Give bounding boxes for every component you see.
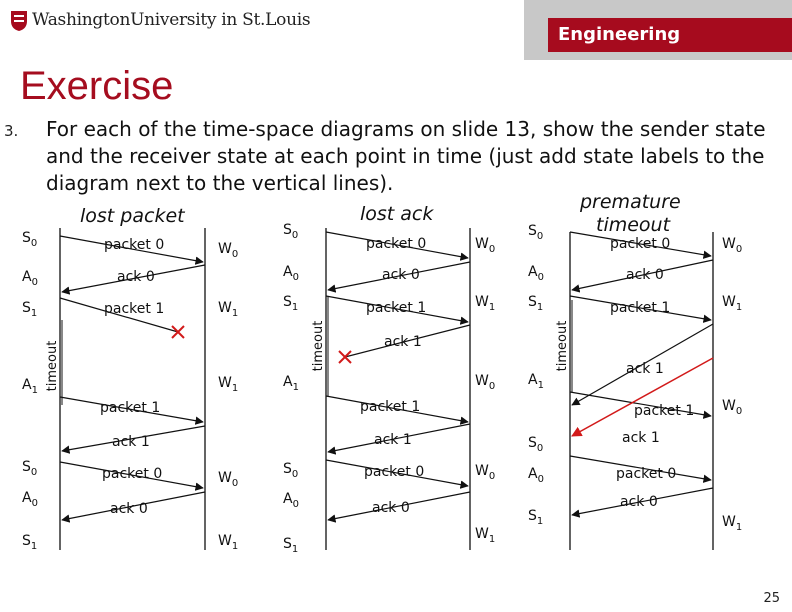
ack1-label: ack 1 — [112, 434, 150, 450]
timeout-label: timeout — [555, 320, 570, 372]
receiver-state-w0: $W_0$ — [475, 463, 496, 482]
sender-state-s1: $S_1$ — [283, 536, 299, 555]
ack0-label: ack 0 — [382, 267, 420, 283]
university-name: WashingtonUniversity in St.Louis — [32, 10, 311, 30]
premature-timeout-diagram — [528, 191, 742, 550]
ack0-label: ack 0 — [117, 269, 155, 285]
timeout-label: timeout — [45, 340, 60, 392]
sender-state-s0: $S_0$ — [528, 223, 544, 242]
ack1-label: ack 1 — [384, 334, 422, 350]
sender-state-s0: $S_0$ — [22, 459, 38, 478]
premature-caption: premature — [580, 191, 681, 213]
ack0-label: ack 0 — [626, 267, 664, 283]
loss-x-icon — [172, 326, 184, 338]
receiver-state-w0: $W_0$ — [218, 470, 239, 489]
duplicate-ack1-label: ack 1 — [622, 430, 660, 446]
sender-state-s0: $S_0$ — [283, 461, 299, 480]
department-banner: Engineering — [548, 18, 792, 52]
loss-x-icon — [339, 351, 351, 363]
receiver-state-w1: $W_1$ — [218, 533, 239, 552]
packet0-second-label: packet 0 — [102, 466, 163, 482]
receiver-state-w1: $W_1$ — [475, 294, 496, 313]
lost-ack-diagram — [283, 203, 495, 555]
sender-state-a1: $A_1$ — [283, 374, 299, 393]
sender-state-a1: $A_1$ — [528, 372, 544, 391]
lost-packet-caption: lost packet — [80, 205, 185, 227]
packet1-label: packet 1 — [366, 300, 427, 316]
ack0-second-label: ack 0 — [110, 501, 148, 517]
sender-state-s1: $S_1$ — [528, 294, 544, 313]
timeout-caption: timeout — [596, 214, 671, 236]
packet1-resend-label: packet 1 — [100, 400, 161, 416]
sender-state-s1: $S_1$ — [528, 508, 544, 527]
packet1-resend-label: packet 1 — [360, 399, 421, 415]
ack1-label: ack 1 — [626, 361, 664, 377]
packet0-second-label: packet 0 — [616, 466, 677, 482]
sender-state-a0: $A_0$ — [283, 491, 299, 510]
receiver-state-w0: $W_0$ — [722, 236, 743, 255]
question-number: 3. — [4, 122, 19, 140]
page-number: 25 — [763, 591, 780, 606]
packet1-resend-label: packet 1 — [634, 403, 695, 419]
sender-state-a0: $A_0$ — [528, 264, 544, 283]
lost-ack-caption: lost ack — [360, 203, 434, 225]
sender-state-a0: $A_0$ — [22, 490, 38, 509]
slide-title: Exercise — [20, 64, 174, 108]
sender-state-s1: $S_1$ — [283, 294, 299, 313]
receiver-state-w1: $W_1$ — [475, 526, 496, 545]
ack0-second-label: ack 0 — [372, 500, 410, 516]
sender-state-s1: $S_1$ — [22, 533, 38, 552]
receiver-state-w1: $W_1$ — [218, 375, 239, 394]
ack1-resend-label: ack 1 — [374, 432, 412, 448]
packet1-label: packet 1 — [610, 300, 671, 316]
timeout-label: timeout — [311, 320, 326, 372]
packet0-label: packet 0 — [104, 237, 165, 253]
receiver-state-w1: $W_1$ — [722, 514, 743, 533]
sender-state-a0: $A_0$ — [283, 264, 299, 283]
packet0-second-label: packet 0 — [364, 464, 425, 480]
sender-state-s0: $S_0$ — [283, 222, 299, 241]
sender-state-a0: $A_0$ — [22, 269, 38, 288]
packet0-label: packet 0 — [610, 236, 671, 252]
receiver-state-w0: $W_0$ — [722, 398, 743, 417]
ack0-second-label: ack 0 — [620, 494, 658, 510]
receiver-state-w0: $W_0$ — [475, 236, 496, 255]
sender-state-a1: $A_1$ — [22, 377, 38, 396]
receiver-state-w1: $W_1$ — [218, 300, 239, 319]
packet0-label: packet 0 — [366, 236, 427, 252]
lost-packet-diagram — [22, 205, 238, 552]
sender-state-s0: $S_0$ — [22, 230, 38, 249]
sender-state-a0: $A_0$ — [528, 466, 544, 485]
receiver-state-w0: $W_0$ — [218, 241, 239, 260]
packet1-label: packet 1 — [104, 301, 165, 317]
receiver-state-w1: $W_1$ — [722, 294, 743, 313]
sender-state-s0: $S_0$ — [528, 435, 544, 454]
receiver-state-w0: $W_0$ — [475, 373, 496, 392]
question-text: For each of the time-space diagrams on slide 13, show the sender state and the receiver state at each point in time (just add state labels to the diagram next to the vertical lines). — [46, 117, 766, 195]
sender-state-s1: $S_1$ — [22, 300, 38, 319]
